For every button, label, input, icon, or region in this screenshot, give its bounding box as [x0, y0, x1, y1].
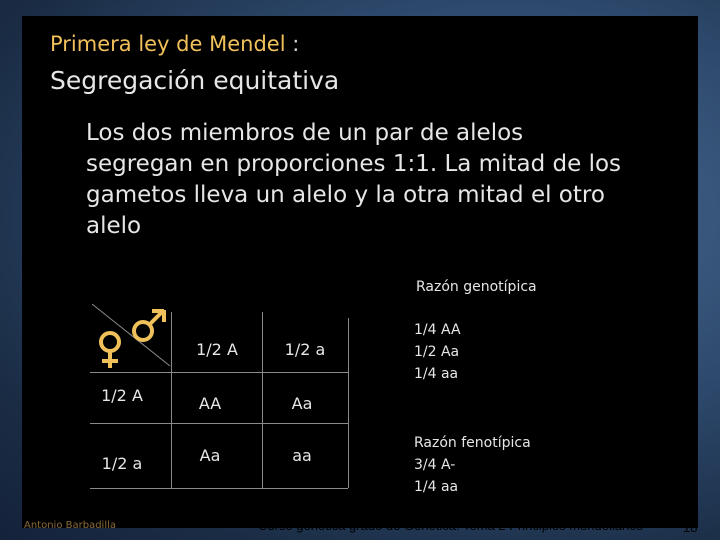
- footer-course: Curso genética grado de Genética. Tema 2 Principios mendelianos: [258, 518, 643, 533]
- footer-author: Antonio Barbadilla: [24, 520, 117, 531]
- female-symbol-icon: [101, 333, 119, 368]
- male-symbol-icon: [134, 310, 164, 340]
- col-header-2: 1/2 a: [284, 340, 326, 359]
- genotypic-line-3: 1/4 aa: [414, 366, 459, 382]
- row-header-2: 1/2 a: [101, 454, 143, 473]
- punnett-cell-Aa-bottom: Aa: [199, 446, 221, 465]
- grid-line-h2: [90, 423, 348, 424]
- punnett-cell-AA: AA: [198, 394, 222, 413]
- phenotypic-line-1: 3/4 A-: [414, 457, 456, 473]
- genotypic-line-2: 1/2 Aa: [414, 344, 460, 360]
- slide-subtitle: Segregación equitativa: [50, 66, 340, 95]
- phenotypic-line-2: 1/4 aa: [414, 479, 459, 495]
- punnett-cell-Aa-top: Aa: [291, 394, 313, 413]
- title-text: Primera ley de Mendel: [50, 32, 286, 56]
- col-header-1: 1/2 A: [196, 340, 238, 359]
- sex-symbols: [92, 304, 172, 370]
- title-colon: :: [285, 32, 300, 56]
- genotypic-line-1: 1/4 AA: [414, 322, 461, 338]
- punnett-cell-aa: aa: [292, 446, 312, 465]
- page-number: 18: [683, 520, 698, 535]
- slide-body-text: Los dos miembros de un par de alelos segregan en proporciones 1:1. La mitad de los gametos lleva un alelo y la otra mitad el otro alelo: [86, 120, 622, 239]
- row-header-1: 1/2 A: [101, 386, 143, 405]
- slide-title: [50, 32, 299, 56]
- grid-line-h3: [90, 488, 348, 489]
- grid-line-v3: [348, 318, 349, 488]
- genotypic-ratio-title: Razón genotípica: [416, 279, 537, 295]
- phenotypic-ratio-title: Razón fenotípica: [414, 435, 531, 451]
- grid-line-h1: [90, 372, 348, 373]
